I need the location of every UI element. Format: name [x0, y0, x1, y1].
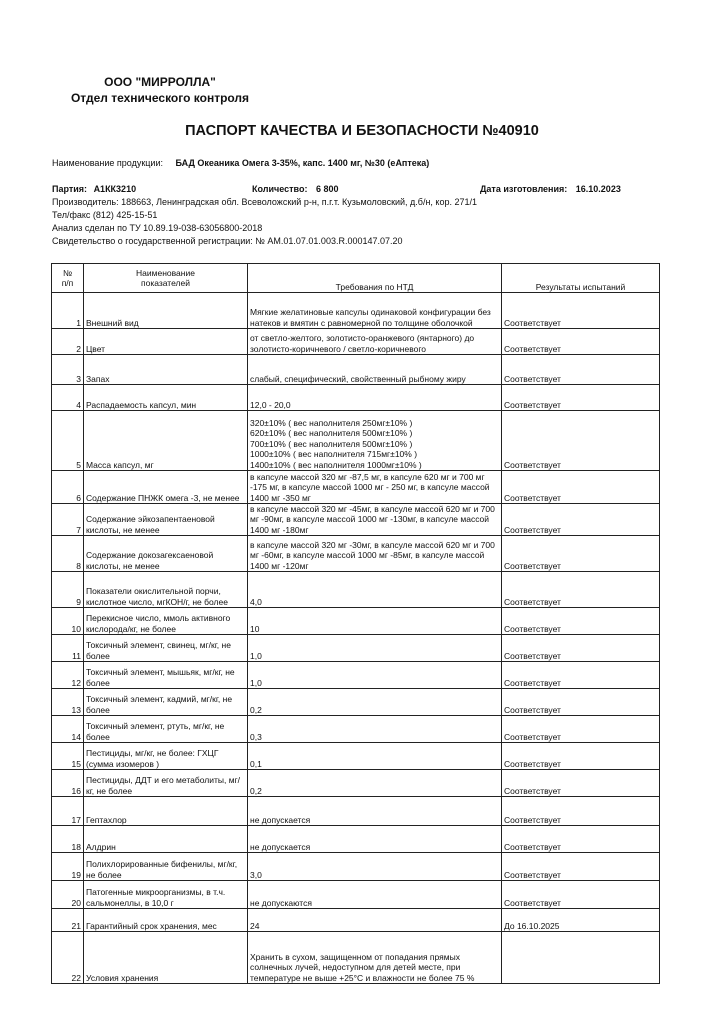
row-requirement: 0,2 [248, 689, 502, 716]
row-requirement: не допускается [248, 826, 502, 853]
row-result: Соответствует [502, 881, 660, 909]
row-requirement: Мягкие желатиновые капсулы одинаковой конфигурации без натеков и вмятин с равномерной по толщине оболочкой [248, 293, 502, 329]
document-title: ПАСПОРТ КАЧЕСТВА И БЕЗОПАСНОСТИ №40910 [185, 123, 539, 139]
row-result: Соответствует [502, 471, 660, 504]
row-result: Соответствует [502, 385, 660, 411]
company-block [60, 74, 260, 106]
row-number: 11 [52, 635, 84, 662]
row-number: 5 [52, 411, 84, 471]
row-indicator-name: Токсичный элемент, ртуть, мг/кг, не более [84, 716, 248, 743]
row-number: 16 [52, 770, 84, 797]
table-row [52, 826, 660, 853]
row-indicator-name: Условия хранения [84, 932, 248, 984]
row-number: 22 [52, 932, 84, 984]
manufacture-date-value: 16.10.2023 [575, 184, 621, 194]
table-row [52, 355, 660, 385]
row-indicator-name: Патогенные микроорганизмы, в т.ч. сальмонеллы, в 10,0 г [84, 881, 248, 909]
table-row [52, 932, 660, 984]
row-indicator-name: Перекисное число, ммоль активного кислорода/кг, не более [84, 608, 248, 635]
row-requirement: не допускаются [248, 881, 502, 909]
product-line [52, 157, 429, 169]
row-number: 13 [52, 689, 84, 716]
row-number: 9 [52, 572, 84, 608]
row-indicator-name: Масса капсул, мг [84, 411, 248, 471]
header-requirement: Требования по НТД [248, 264, 502, 293]
row-requirement: в капсуле массой 320 мг -30мг, в капсуле массой 620 мг и 700 мг -60мг, в капсуле массой 1000 мг -85мг, в капсуле массой 1400 мг -120мг [248, 536, 502, 572]
row-indicator-name: Токсичный элемент, мышьяк, мг/кг, не более [84, 662, 248, 689]
row-result: Соответствует [502, 797, 660, 826]
row-result: Соответствует [502, 743, 660, 770]
row-requirement: 3,0 [248, 853, 502, 881]
table-body [52, 293, 660, 984]
row-result: Соответствует [502, 853, 660, 881]
row-number: 18 [52, 826, 84, 853]
row-result: Соответствует [502, 504, 660, 536]
table-row [52, 716, 660, 743]
table-row [52, 608, 660, 635]
table-row [52, 689, 660, 716]
table-row [52, 329, 660, 355]
row-number: 10 [52, 608, 84, 635]
batch-label: Партия: [52, 184, 88, 194]
row-indicator-name: Содержание эйкозапентаеновой кислоты, не менее [84, 504, 248, 536]
phone-line: Тел/факс (812) 425-15-51 [52, 210, 158, 220]
row-indicator-name: Распадаемость капсул, мин [84, 385, 248, 411]
table-row [52, 385, 660, 411]
row-indicator-name: Полихлорированные бифенилы, мг/кг, не более [84, 853, 248, 881]
row-result: Соответствует [502, 355, 660, 385]
manufacture-date-label: Дата изготовления: [480, 184, 568, 194]
product-value: БАД Океаника Омега 3-35%, капс. 1400 мг, №30 (еАптека) [175, 158, 430, 168]
quantity-value: 6 800 [315, 184, 339, 194]
row-requirement: 0,1 [248, 743, 502, 770]
row-requirement: в капсуле массой 320 мг -45мг, в капсуле массой 620 мг и 700 мг -90мг, в капсуле массой 1000 мг -130мг, в капсуле массой 1400 мг -180мг [248, 504, 502, 536]
row-result: Соответствует [502, 689, 660, 716]
row-indicator-name: Внешний вид [84, 293, 248, 329]
table-row [52, 471, 660, 504]
row-result: Соответствует [502, 662, 660, 689]
header-num: № п/п [52, 264, 84, 293]
row-requirement: в капсуле массой 320 мг -87,5 мг, в капсуле 620 мг и 700 мг -175 мг, в капсуле массой 1000 мг - 250 мг, в капсуле массой 1400 мг -350 мг [248, 471, 502, 504]
row-indicator-name: Содержание ПНЖК омега -3, не менее [84, 471, 248, 504]
row-number: 14 [52, 716, 84, 743]
row-indicator-name: Токсичный элемент, свинец, мг/кг, не более [84, 635, 248, 662]
row-requirement: 4,0 [248, 572, 502, 608]
row-requirement: Хранить в сухом, защищенном от попадания прямых солнечных лучей, недоступном для детей месте, при температуре не выше +25°С и влажности не более 75 % [248, 932, 502, 984]
table-row [52, 293, 660, 329]
quality-table [51, 263, 660, 984]
row-requirement: 0,2 [248, 770, 502, 797]
row-indicator-name: Алдрин [84, 826, 248, 853]
row-result: Соответствует [502, 716, 660, 743]
row-requirement: 1,0 [248, 662, 502, 689]
row-number: 2 [52, 329, 84, 355]
row-number: 20 [52, 881, 84, 909]
table-row [52, 411, 660, 471]
row-result: Соответствует [502, 572, 660, 608]
row-indicator-name: Пестициды, мг/кг, не более: ГХЦГ (сумма изомеров ) [84, 743, 248, 770]
row-result: Соответствует [502, 329, 660, 355]
row-indicator-name: Пестициды, ДДТ и его метаболиты, мг/кг, не более [84, 770, 248, 797]
row-number: 3 [52, 355, 84, 385]
row-requirement: 1,0 [248, 635, 502, 662]
row-result: Соответствует [502, 635, 660, 662]
row-number: 12 [52, 662, 84, 689]
row-result: Соответствует [502, 770, 660, 797]
table-row [52, 536, 660, 572]
header-result: Результаты испытаний [502, 264, 660, 293]
row-requirement: 320±10% ( вес наполнителя 250мг±10% ) 620±10% ( вес наполнителя 500мг±10% ) 700±10% ( вес наполнителя 500мг±10% ) 1000±10% ( вес наполнителя 715мг±10% ) 1400±10% ( вес наполнителя 1000мг±10% ) [248, 411, 502, 471]
department-name: Отдел технического контроля [70, 91, 250, 105]
table-row [52, 853, 660, 881]
row-requirement: от светло-желтого, золотисто-оранжевого (янтарного) до золотисто-коричневого / светло-коричневого [248, 329, 502, 355]
row-result: Соответствует [502, 826, 660, 853]
row-number: 8 [52, 536, 84, 572]
header-name: Наименование показателей [84, 264, 248, 293]
table-row [52, 743, 660, 770]
row-requirement: 12,0 - 20,0 [248, 385, 502, 411]
row-number: 21 [52, 909, 84, 932]
row-result: Соответствует [502, 293, 660, 329]
manufacture-date-line [480, 183, 621, 195]
row-result [502, 932, 660, 984]
row-requirement: не допускается [248, 797, 502, 826]
registration-line: Свидетельство о государственной регистрации: № AM.01.07.01.003.R.000147.07.20 [52, 236, 403, 246]
batch-line [52, 183, 136, 195]
row-requirement: 0,3 [248, 716, 502, 743]
table-row [52, 770, 660, 797]
row-result: До 16.10.2025 [502, 909, 660, 932]
table-row [52, 797, 660, 826]
batch-value: А1КК3210 [93, 184, 137, 194]
row-result: Соответствует [502, 536, 660, 572]
row-requirement: слабый, специфический, свойственный рыбному жиру [248, 355, 502, 385]
table-row [52, 909, 660, 932]
row-requirement: 24 [248, 909, 502, 932]
row-result: Соответствует [502, 608, 660, 635]
table-row [52, 881, 660, 909]
row-indicator-name: Гарантийный срок хранения, мес [84, 909, 248, 932]
row-indicator-name: Запах [84, 355, 248, 385]
row-requirement: 10 [248, 608, 502, 635]
row-indicator-name: Показатели окислительной порчи, кислотное число, мгКОН/г, не более [84, 572, 248, 608]
table-row [52, 504, 660, 536]
product-label: Наименование продукции: [52, 158, 163, 168]
row-number: 17 [52, 797, 84, 826]
table-row [52, 635, 660, 662]
row-number: 15 [52, 743, 84, 770]
row-indicator-name: Токсичный элемент, кадмий, мг/кг, не более [84, 689, 248, 716]
quantity-line [252, 183, 339, 195]
row-number: 7 [52, 504, 84, 536]
row-indicator-name: Цвет [84, 329, 248, 355]
table-row [52, 572, 660, 608]
table-row [52, 662, 660, 689]
row-result: Соответствует [502, 411, 660, 471]
quantity-label: Количество: [252, 184, 308, 194]
table-header-row [52, 264, 660, 293]
row-number: 1 [52, 293, 84, 329]
row-number: 19 [52, 853, 84, 881]
analysis-line: Анализ сделан по ТУ 10.89.19-038-63056800-2018 [52, 223, 263, 233]
row-number: 6 [52, 471, 84, 504]
row-indicator-name: Содержание докозагексаеновой кислоты, не менее [84, 536, 248, 572]
row-indicator-name: Гептахлор [84, 797, 248, 826]
producer-line: Производитель: 188663, Ленинградская обл. Всеволожский р-н, п.г.т. Кузьмоловский, д.б/н, кор. 271/1 [52, 197, 478, 207]
row-number: 4 [52, 385, 84, 411]
company-name: ООО "МИРРОЛЛА" [104, 75, 216, 89]
